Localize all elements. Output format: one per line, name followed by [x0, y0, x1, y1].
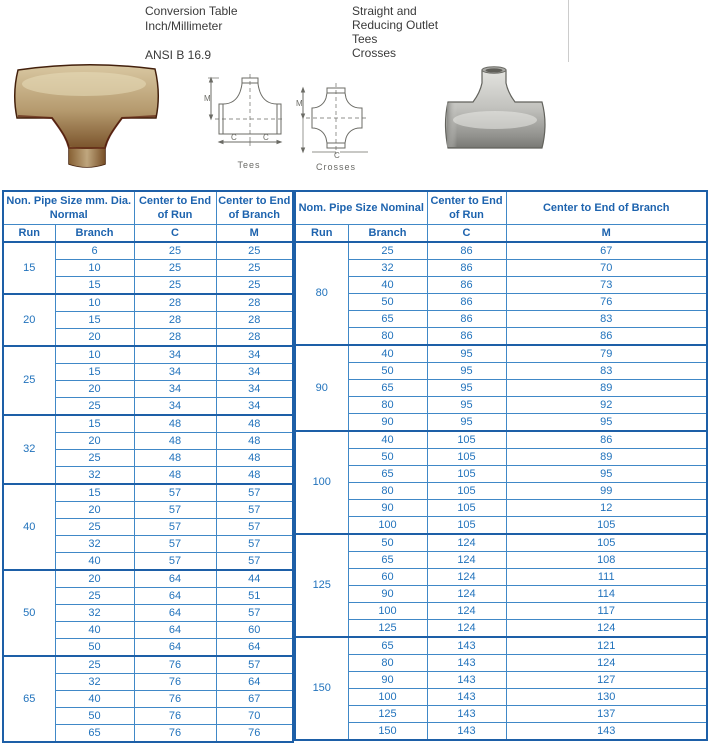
branch-size-cell: 65 — [348, 552, 427, 569]
m-value-cell: 121 — [506, 637, 707, 655]
m-value-cell: 114 — [506, 586, 707, 603]
tee-photo — [6, 58, 166, 174]
table-row — [295, 380, 707, 397]
branch-size-cell: 65 — [348, 311, 427, 328]
branch-size-cell: 80 — [348, 328, 427, 346]
run-size-cell: 100 — [295, 431, 348, 534]
dim-c-label: C — [263, 133, 269, 142]
table-row — [3, 570, 293, 588]
m-value-cell: 57 — [216, 484, 293, 502]
c-value-cell: 48 — [134, 415, 216, 433]
c-value-cell: 105 — [427, 431, 506, 449]
c-subheader: C — [427, 225, 506, 243]
m-value-cell: 25 — [216, 260, 293, 277]
table-row — [295, 466, 707, 483]
m-value-cell: 57 — [216, 605, 293, 622]
c-value-cell: 76 — [134, 691, 216, 708]
c-value-cell: 105 — [427, 466, 506, 483]
c-value-cell: 95 — [427, 363, 506, 380]
tees-caption: Tees — [237, 160, 261, 170]
c-value-cell: 124 — [427, 620, 506, 638]
c-value-cell: 76 — [134, 708, 216, 725]
m-value-cell: 143 — [506, 723, 707, 741]
branch-size-cell: 25 — [55, 398, 134, 416]
reducing-tee-photo — [438, 62, 554, 156]
c-value-cell: 28 — [134, 329, 216, 347]
branch-size-cell: 15 — [55, 277, 134, 295]
branch-size-cell: 15 — [55, 312, 134, 329]
m-subheader: M — [216, 225, 293, 243]
run-size-cell: 15 — [3, 242, 55, 294]
m-value-cell: 79 — [506, 345, 707, 363]
branch-size-cell: 32 — [348, 260, 427, 277]
m-value-cell: 60 — [216, 622, 293, 639]
m-value-cell: 28 — [216, 294, 293, 312]
run-size-cell: 80 — [295, 242, 348, 345]
branch-size-cell: 50 — [55, 639, 134, 657]
c-value-cell: 25 — [134, 242, 216, 260]
table-row — [295, 603, 707, 620]
branch-size-cell: 90 — [348, 672, 427, 689]
left-title-block — [145, 4, 238, 63]
branch-size-cell: 50 — [348, 534, 427, 552]
c-value-cell: 124 — [427, 603, 506, 620]
c-value-cell: 143 — [427, 706, 506, 723]
c-value-cell: 34 — [134, 364, 216, 381]
c-value-cell: 34 — [134, 398, 216, 416]
branch-size-cell: 20 — [55, 329, 134, 347]
table-row — [295, 534, 707, 552]
center-run-header: Center to End of Run — [427, 191, 506, 225]
c-value-cell: 25 — [134, 260, 216, 277]
table-row — [295, 449, 707, 466]
c-value-cell: 48 — [134, 433, 216, 450]
branch-size-cell: 65 — [55, 725, 134, 743]
branch-size-cell: 32 — [55, 536, 134, 553]
m-value-cell: 111 — [506, 569, 707, 586]
table-row — [295, 552, 707, 569]
table-row — [295, 500, 707, 517]
c-value-cell: 64 — [134, 605, 216, 622]
c-value-cell: 124 — [427, 586, 506, 603]
run-size-cell: 65 — [3, 656, 55, 742]
branch-size-cell: 60 — [348, 569, 427, 586]
dim-m-label: M — [296, 99, 303, 108]
branch-size-cell: 10 — [55, 294, 134, 312]
branch-size-cell: 100 — [348, 689, 427, 706]
table-row — [295, 689, 707, 706]
table-row — [295, 328, 707, 346]
branch-size-cell: 50 — [348, 363, 427, 380]
branch-size-cell: 32 — [55, 674, 134, 691]
m-value-cell: 95 — [506, 466, 707, 483]
m-value-cell: 12 — [506, 500, 707, 517]
m-value-cell: 83 — [506, 363, 707, 380]
m-value-cell: 99 — [506, 483, 707, 500]
c-value-cell: 57 — [134, 502, 216, 519]
table-row — [295, 723, 707, 741]
c-value-cell: 95 — [427, 380, 506, 397]
branch-size-cell: 32 — [55, 467, 134, 485]
m-value-cell: 76 — [216, 725, 293, 743]
branch-subheader: Branch — [55, 225, 134, 243]
m-value-cell: 95 — [506, 414, 707, 432]
branch-size-cell: 65 — [348, 380, 427, 397]
c-value-cell: 105 — [427, 483, 506, 500]
m-value-cell: 64 — [216, 674, 293, 691]
branch-size-cell: 65 — [348, 466, 427, 483]
run-size-cell: 50 — [3, 570, 55, 656]
c-value-cell: 57 — [134, 536, 216, 553]
dim-c-label: C — [334, 151, 340, 160]
c-value-cell: 57 — [134, 484, 216, 502]
table-row — [3, 242, 293, 260]
branch-size-cell: 15 — [55, 364, 134, 381]
m-value-cell: 73 — [506, 277, 707, 294]
table-row — [295, 586, 707, 603]
branch-size-cell: 40 — [348, 277, 427, 294]
c-value-cell: 86 — [427, 311, 506, 328]
branch-size-cell: 20 — [55, 381, 134, 398]
table-row — [295, 294, 707, 311]
table-row — [295, 569, 707, 586]
c-value-cell: 76 — [134, 725, 216, 743]
right-title-line: Reducing Outlet — [352, 18, 439, 32]
branch-size-cell: 20 — [55, 502, 134, 519]
c-value-cell: 64 — [134, 622, 216, 639]
c-value-cell: 143 — [427, 689, 506, 706]
branch-size-cell: 25 — [55, 656, 134, 674]
run-subheader: Run — [295, 225, 348, 243]
c-subheader: C — [134, 225, 216, 243]
c-value-cell: 124 — [427, 569, 506, 586]
c-value-cell: 64 — [134, 570, 216, 588]
branch-size-cell: 125 — [348, 620, 427, 638]
run-size-cell: 25 — [3, 346, 55, 415]
c-value-cell: 124 — [427, 552, 506, 569]
table-row — [295, 397, 707, 414]
m-subheader: M — [506, 225, 707, 243]
m-value-cell: 124 — [506, 655, 707, 672]
table-row — [295, 637, 707, 655]
table-row — [295, 706, 707, 723]
m-value-cell: 34 — [216, 398, 293, 416]
m-value-cell: 67 — [216, 691, 293, 708]
c-value-cell: 143 — [427, 655, 506, 672]
c-value-cell: 143 — [427, 672, 506, 689]
table-row — [295, 277, 707, 294]
run-size-cell: 20 — [3, 294, 55, 346]
m-value-cell: 89 — [506, 449, 707, 466]
c-value-cell: 143 — [427, 723, 506, 741]
branch-size-cell: 10 — [55, 260, 134, 277]
table-row — [295, 483, 707, 500]
right-title-line: Crosses — [352, 46, 397, 60]
c-value-cell: 95 — [427, 397, 506, 414]
m-value-cell: 117 — [506, 603, 707, 620]
c-value-cell: 48 — [134, 467, 216, 485]
dim-m-label: M — [204, 94, 211, 103]
branch-size-cell: 125 — [348, 706, 427, 723]
m-value-cell: 127 — [506, 672, 707, 689]
m-value-cell: 67 — [506, 242, 707, 260]
branch-size-cell: 40 — [55, 691, 134, 708]
dim-c-label: C — [231, 133, 237, 142]
table-row — [295, 260, 707, 277]
center-branch-header: Center to End of Branch — [506, 191, 707, 225]
c-value-cell: 124 — [427, 534, 506, 552]
branch-subheader: Branch — [348, 225, 427, 243]
c-value-cell: 86 — [427, 260, 506, 277]
m-value-cell: 28 — [216, 312, 293, 329]
table-row — [295, 345, 707, 363]
m-value-cell: 70 — [216, 708, 293, 725]
conversion-tables — [2, 190, 708, 743]
branch-size-cell: 90 — [348, 500, 427, 517]
c-value-cell: 76 — [134, 656, 216, 674]
m-value-cell: 105 — [506, 517, 707, 535]
m-value-cell: 86 — [506, 431, 707, 449]
m-value-cell: 57 — [216, 553, 293, 571]
right-title-block — [352, 4, 438, 60]
table-row — [295, 311, 707, 328]
page-fold-line — [568, 0, 569, 62]
c-value-cell: 86 — [427, 277, 506, 294]
table-row — [3, 294, 293, 312]
c-value-cell: 95 — [427, 345, 506, 363]
branch-size-cell: 10 — [55, 346, 134, 364]
m-value-cell: 124 — [506, 620, 707, 638]
table-row — [3, 484, 293, 502]
branch-size-cell: 50 — [348, 294, 427, 311]
c-value-cell: 48 — [134, 450, 216, 467]
c-value-cell: 64 — [134, 639, 216, 657]
c-value-cell: 28 — [134, 294, 216, 312]
table-row — [295, 363, 707, 380]
crosses-diagram — [296, 78, 376, 172]
table-row — [295, 414, 707, 432]
branch-size-cell: 150 — [348, 723, 427, 741]
branch-size-cell: 50 — [348, 449, 427, 466]
c-value-cell: 34 — [134, 381, 216, 398]
branch-size-cell: 40 — [55, 622, 134, 639]
table-row — [295, 655, 707, 672]
center-branch-header: Center to End of Branch — [216, 191, 293, 225]
run-size-cell: 32 — [3, 415, 55, 484]
m-value-cell: 57 — [216, 519, 293, 536]
right-title-line: Tees — [352, 32, 378, 46]
table-row — [295, 242, 707, 260]
c-value-cell: 28 — [134, 312, 216, 329]
m-value-cell: 108 — [506, 552, 707, 569]
c-value-cell: 105 — [427, 517, 506, 535]
branch-size-cell: 15 — [55, 415, 134, 433]
m-value-cell: 64 — [216, 639, 293, 657]
branch-size-cell: 50 — [55, 708, 134, 725]
branch-size-cell: 40 — [348, 345, 427, 363]
m-value-cell: 34 — [216, 364, 293, 381]
c-value-cell: 105 — [427, 500, 506, 517]
m-value-cell: 92 — [506, 397, 707, 414]
table-row — [3, 656, 293, 674]
tees-diagram — [203, 70, 295, 170]
m-value-cell: 86 — [506, 328, 707, 346]
branch-size-cell: 25 — [348, 242, 427, 260]
c-value-cell: 76 — [134, 674, 216, 691]
branch-size-cell: 90 — [348, 414, 427, 432]
branch-size-cell: 65 — [348, 637, 427, 655]
m-value-cell: 51 — [216, 588, 293, 605]
m-value-cell: 44 — [216, 570, 293, 588]
m-value-cell: 70 — [506, 260, 707, 277]
branch-size-cell: 20 — [55, 433, 134, 450]
table-row — [3, 346, 293, 364]
branch-size-cell: 80 — [348, 655, 427, 672]
m-value-cell: 130 — [506, 689, 707, 706]
branch-size-cell: 80 — [348, 483, 427, 500]
m-value-cell: 25 — [216, 277, 293, 295]
c-value-cell: 86 — [427, 294, 506, 311]
table-row — [295, 431, 707, 449]
m-value-cell: 48 — [216, 415, 293, 433]
size-header: Nom. Pipe Size Nominal — [295, 191, 427, 225]
c-value-cell: 34 — [134, 346, 216, 364]
branch-size-cell: 15 — [55, 484, 134, 502]
run-size-cell: 125 — [295, 534, 348, 637]
run-size-cell: 150 — [295, 637, 348, 740]
m-value-cell: 57 — [216, 656, 293, 674]
c-value-cell: 95 — [427, 414, 506, 432]
branch-size-cell: 80 — [348, 397, 427, 414]
run-size-cell: 90 — [295, 345, 348, 431]
m-value-cell: 57 — [216, 502, 293, 519]
m-value-cell: 76 — [506, 294, 707, 311]
branch-size-cell: 100 — [348, 517, 427, 535]
m-value-cell: 34 — [216, 381, 293, 398]
m-value-cell: 48 — [216, 433, 293, 450]
crosses-caption: Crosses — [315, 162, 356, 172]
center-run-header: Center to End of Run — [134, 191, 216, 225]
m-value-cell: 83 — [506, 311, 707, 328]
table-row — [295, 672, 707, 689]
c-value-cell: 57 — [134, 553, 216, 571]
branch-size-cell: 100 — [348, 603, 427, 620]
m-value-cell: 34 — [216, 346, 293, 364]
size-header: Non. Pipe Size mm. Dia. Normal — [3, 191, 134, 225]
title-line1: Conversion Table — [145, 4, 238, 18]
c-value-cell: 86 — [427, 242, 506, 260]
branch-size-cell: 40 — [348, 431, 427, 449]
title-line2: Inch/Millimeter — [145, 19, 223, 33]
branch-size-cell: 25 — [55, 588, 134, 605]
run-size-cell: 40 — [3, 484, 55, 570]
m-value-cell: 48 — [216, 450, 293, 467]
m-value-cell: 89 — [506, 380, 707, 397]
nominal-table — [294, 190, 708, 741]
branch-size-cell: 40 — [55, 553, 134, 571]
table-row — [295, 517, 707, 535]
m-value-cell: 137 — [506, 706, 707, 723]
c-value-cell: 143 — [427, 637, 506, 655]
branch-size-cell: 20 — [55, 570, 134, 588]
c-value-cell: 25 — [134, 277, 216, 295]
standard-label: ANSI B 16.9 — [145, 48, 212, 62]
c-value-cell: 105 — [427, 449, 506, 466]
branch-size-cell: 25 — [55, 519, 134, 536]
m-value-cell: 48 — [216, 467, 293, 485]
branch-size-cell: 32 — [55, 605, 134, 622]
right-title-line: Straight and — [352, 4, 417, 18]
c-value-cell: 64 — [134, 588, 216, 605]
c-value-cell: 86 — [427, 328, 506, 346]
m-value-cell: 57 — [216, 536, 293, 553]
m-value-cell: 105 — [506, 534, 707, 552]
table-row — [3, 415, 293, 433]
m-value-cell: 25 — [216, 242, 293, 260]
mm-dia-table — [2, 190, 294, 743]
c-value-cell: 57 — [134, 519, 216, 536]
run-subheader: Run — [3, 225, 55, 243]
table-row — [295, 620, 707, 638]
branch-size-cell: 6 — [55, 242, 134, 260]
m-value-cell: 28 — [216, 329, 293, 347]
branch-size-cell: 25 — [55, 450, 134, 467]
branch-size-cell: 90 — [348, 586, 427, 603]
